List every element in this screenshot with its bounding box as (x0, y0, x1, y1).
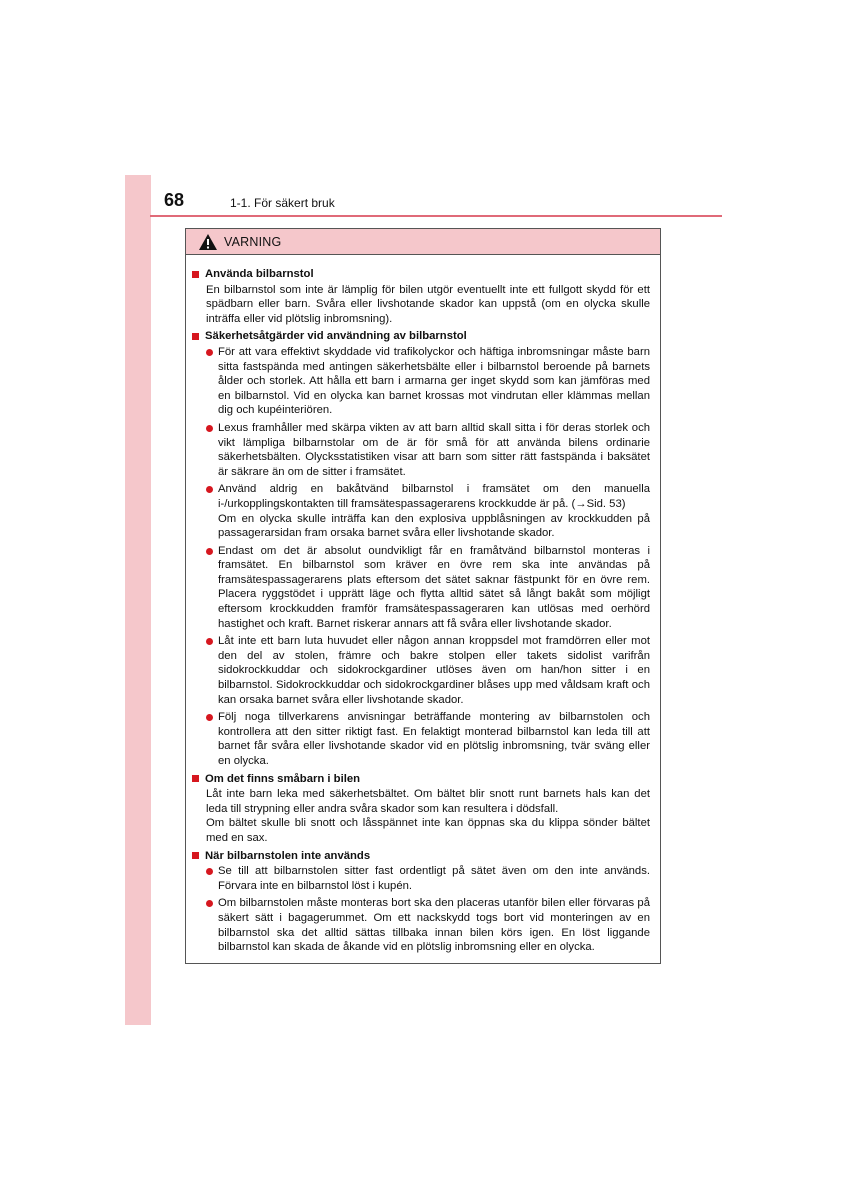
red-dot-icon (206, 900, 213, 907)
red-dot-icon (206, 548, 213, 555)
red-square-icon (192, 271, 199, 278)
section-heading-text: När bilbarnstolen inte används (205, 849, 371, 862)
bullet-item (192, 345, 650, 418)
bullet-text: Använd aldrig en bakåtvänd bilbarnstol i framsätet om den manuella i-/urkopplingskontakten till framsätespassagerarens krockkudde är på. (→Sid. 53) Om en olycka skulle inträffa kan den explosiva uppblåsningen av krockkudden på passagerarsidan fram orsaka barnet svåra eller livshotande skador. (218, 483, 650, 540)
section-heading-text: Säkerhetsåtgärder vid användning av bilbarnstol (205, 330, 467, 343)
bullet-text: För att vara effektivt skyddade vid trafikolyckor och häftiga inbromsningar måste barn sitta fastspända med antingen säkerhetsbälte eller i bilbarnstol beroende på barnets ålder och storlek. Att hålla ett barn i armarna ger inget skydd som kan jämföras med en bilbarnstol. Vid en olycka kan barnet krossas mot vindrutan eller klämmas mellan dig och kupéinteriören. (218, 345, 650, 417)
warning-title: VARNING (224, 234, 282, 249)
page-number: 68 (164, 190, 185, 210)
bullet-text: Endast om det är absolut oundvikligt får en framåtvänd bilbarnstol monteras i framsätet. En bilbarnstol som kräver en övre rem ska inte användas på framsätespassagerarens plats eftersom det sätet saknar fästpunkt för en övre rem. Placera ryggstödet i upprätt läge och flytta alltid sätet så långt bakåt som möjligt eftersom krockkudden framför framsätespassageraren kan utlösas med oerhörd hastighet och kraft. Barnet riskerar annars att få svåra eller livshotande skador. (218, 544, 650, 630)
bullet-item (192, 421, 650, 479)
header-divider (150, 215, 722, 217)
bullet-text: Om bilbarnstolen måste monteras bort ska den placeras utanför bilen eller förvaras på säkert sätt i bagagerummet. Om ett nackskydd togs bort vid monteringen av en bilbarnstol ska det alltid sättas tillbaka innan bilen körs igen. En löst liggande bilbarnstol kan skada de åkande vid en plötslig inbromsning eller en olycka. (218, 897, 650, 954)
section-heading (192, 267, 650, 282)
section-heading-text: Om det finns småbarn i bilen (205, 772, 361, 785)
warning-header (186, 229, 660, 255)
bullet-text: Se till att bilbarnstolen sitter fast ordentligt på sätet även om den inte används. Förvara inte en bilbarnstol löst i kupén. (218, 865, 650, 892)
section-paragraph: Låt inte barn leka med säkerhetsbältet. Om bältet blir snott runt barnets hals kan det leda till strypning eller andra svåra skador som kan resultera i dödsfall. Om bältet skulle bli snott och låsspännet inte kan öppnas ska du klippa sönder bältet med en sax. (206, 788, 650, 844)
side-tab-strip (125, 175, 151, 1025)
red-square-icon (192, 775, 199, 782)
red-dot-icon (206, 425, 213, 432)
bullet-text: Lexus framhåller med skärpa vikten av att barn alltid skall sitta i för deras storlek och vikt lämpliga bilbarnstolar om de är för små för att använda bilens ordinarie säkerhetsbälten. Olycksstatistiken visar att barn som sitter rätt fastspända i baksätet är säkrare än om de sitter i framsätet. (218, 421, 650, 478)
red-square-icon (192, 852, 199, 859)
red-dot-icon (206, 714, 213, 721)
bullet-item (192, 896, 650, 954)
warning-content (186, 255, 660, 955)
red-square-icon (192, 333, 199, 340)
red-dot-icon (206, 486, 213, 493)
section-heading (192, 329, 650, 344)
bullet-item (192, 864, 650, 893)
warning-triangle-icon (198, 233, 218, 251)
red-dot-icon (206, 349, 213, 356)
red-dot-icon (206, 638, 213, 645)
section-heading-text: Använda bilbarnstol (205, 268, 314, 280)
warning-box (185, 228, 661, 964)
section-heading (192, 849, 650, 864)
red-dot-icon (206, 868, 213, 875)
section-heading (192, 772, 650, 787)
bullet-item (192, 634, 650, 707)
section-paragraph: En bilbarnstol som inte är lämplig för bilen utgör eventuellt inte ett fullgott skydd för ett spädbarn eller barn. Svåra eller livshotande skador kan uppstå (om en olycka skulle inträffa eller vid plötslig inbromsning). (206, 283, 650, 325)
bullet-item (192, 544, 650, 632)
bullet-item (192, 710, 650, 768)
bullet-text: Följ noga tillverkarens anvisningar beträffande montering av bilbarnstolen och kontrollera att den sitter riktigt fast. En felaktigt monterad bilbarnstol kan leda till att barnet får svåra eller livshotande skador vid en plötslig inbromsning, tvär sväng eller en olycka. (218, 711, 650, 767)
section-title: 1-1. För säkert bruk (230, 196, 335, 210)
bullet-text: Låt inte ett barn luta huvudet eller någon annan kroppsdel mot framdörren eller mot den del av stolen, främre och bakre stolpen eller takets sidolist varifrån sidokrockkuddar och sidokrockgardiner utlöses även om han/hon sitter i en bilbarnstol. Sidokrockkuddar och sidokrockgardiner blåses upp med våldsam kraft och kan orsaka barnet svåra eller livshotande skador. (218, 635, 650, 706)
bullet-item (192, 482, 650, 540)
